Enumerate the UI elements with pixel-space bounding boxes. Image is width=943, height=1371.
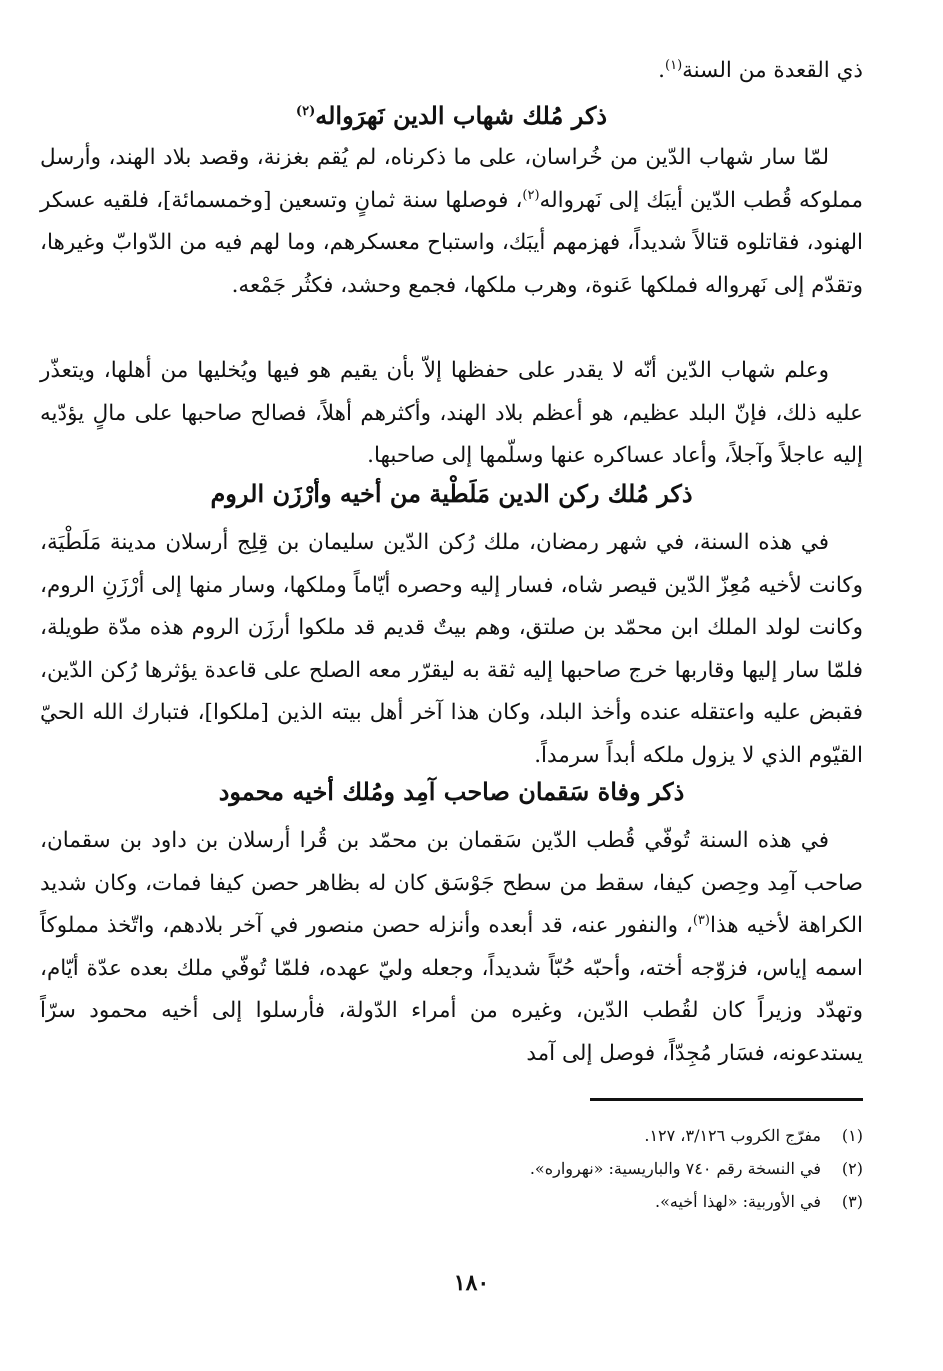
paragraph-malatya: في هذه السنة، في شهر رمضان، ملك رُكن الدّين سليمان بن قِلِج أرسلان مدينة مَلَطْيَة، وكانت لأخيه مُعِزّ الدّين قيصر شاه، فسار إليه وحصره أيّاماً وملكها، وسار منها إلى أرْزَنِ الروم، وكانت لولد الملك ابن محمّد بن صلتق، وهم بيتٌ قديم قد ملكوا أرزَن الروم هذه مدّة طويلة، فلمّا سار إليها وقاربها خرج صاحبها إليه ثقة به ليقرّر معه الصلح على قاعدة يؤثرها رُكن الدّين، فقبض عليه واعتقله عنده وأخذ البلد، وكان هذا آخر أهل بيته الذين [ملكوا]، فتبارك الله الحيّ القيّوم الذي لا يزول ملكه أبداً سرمداً. bbox=[40, 530, 863, 768]
paragraph-nahrwala-2: وعلم شهاب الدّين أنّه لا يقدر على حفظها إلاّ بأن يقيم هو فيها ويُخليها من أهلها، ويتعذّر عليه ذلك، فإنّ البلد عظيم، هو أعظم بلاد الهند، وأكثرهم أهلاً، فصالح صاحبها على مالٍ يؤدّيه إليه عاجلاً وآجلاً، وأعاد عساكره عنها وسلّمها إلى صاحبها. bbox=[40, 358, 863, 468]
footnote-number: (١) bbox=[841, 1126, 863, 1145]
footnote-ref-1: (١) bbox=[665, 57, 683, 73]
footnote-2 bbox=[300, 1155, 863, 1183]
footnote-divider bbox=[590, 1098, 863, 1101]
footnote-1 bbox=[300, 1122, 863, 1150]
footnote-ref-2: (٢) bbox=[295, 104, 316, 119]
paragraph-nahrwala-1: لمّا سار شهاب الدّين من خُراسان، على ما ذكرناه، لم يُقم بغزنة، وقصد بلاد الهند، وأرسل مملوكه قُطب الدّين أيبَك إلى نَهرواله$^{(٢)}$، فوصلها سنة ثمانٍ وتسعين [وخمسمائة]، فلقيه عسكر الهنود، فقاتلوه قتالاً شديداً، فهزمهم أيبَك، واستباح معسكرهم، وما لهم فيه من الدّوابّ وغيرها، وتقدّم إلى نَهرواله فملكها عَنوة، وهرب ملكها، فجمع وحشد، فكثُر جَمْعه. bbox=[40, 145, 863, 298]
section-heading-malatya: ذكر مُلك ركن الدين مَلَطْية من أخيه وأرْزَن الروم bbox=[210, 479, 693, 508]
section-heading-nahrwala: ذكر مُلك شهاب الدين نَهرَواله$^{(٢)}$ bbox=[295, 101, 608, 130]
page-number: ١٨٠ bbox=[453, 1270, 490, 1296]
footnote-number: (٣) bbox=[841, 1192, 863, 1211]
paragraph-suqman: في هذه السنة تُوفّي قُطب الدّين سَقمان بن محمّد بن قُرا أرسلان بن داود بن سقمان، صاحب آمِد وحِصن كيفا، سقط من سطح جَوْسَق كان له بظاهر حصن كيفا فمات، وكان شديد الكراهة لأخيه هذا$^{(٣)}$، والنفور عنه، قد أبعده وأنزله حصن منصور في آخر بلادهم، واتّخذ مملوكاً اسمه إياس، فزوّجه أخته، وأحبّه حُبّاً شديداً، وجعله وليّ عهده، فلمّا تُوفّي ملك بعده عدّة أيّام، وتهدّد وزيراً كان لقُطب الدّين، وغيره من أمراء الدّولة، فأرسلوا إلى أخيه محمود سرّاً يستدعونه، فسَار مُجِدّاً، فوصل إلى آمد bbox=[40, 828, 863, 1066]
footnote-text: في الأوربية: «لهذا أخيه». bbox=[654, 1192, 821, 1211]
footnote-ref-3: (٣) bbox=[692, 912, 710, 928]
footnote-number: (٢) bbox=[841, 1159, 863, 1178]
footnote-text: مفرّج الكروب ٣/١٢٦، ١٢٧. bbox=[644, 1126, 821, 1145]
footnote-ref-2b: (٢) bbox=[522, 187, 540, 203]
section-heading-suqman: ذكر وفاة سَقمان صاحب آمِد ومُلك أخيه محمود bbox=[218, 777, 685, 806]
footnote-3 bbox=[300, 1188, 863, 1216]
carryover-line: ذي القعدة من السنة$^{(١)}$. bbox=[658, 57, 863, 83]
footnote-text: في النسخة رقم ٧٤٠ والباريسية: «نهرواره». bbox=[529, 1159, 821, 1178]
